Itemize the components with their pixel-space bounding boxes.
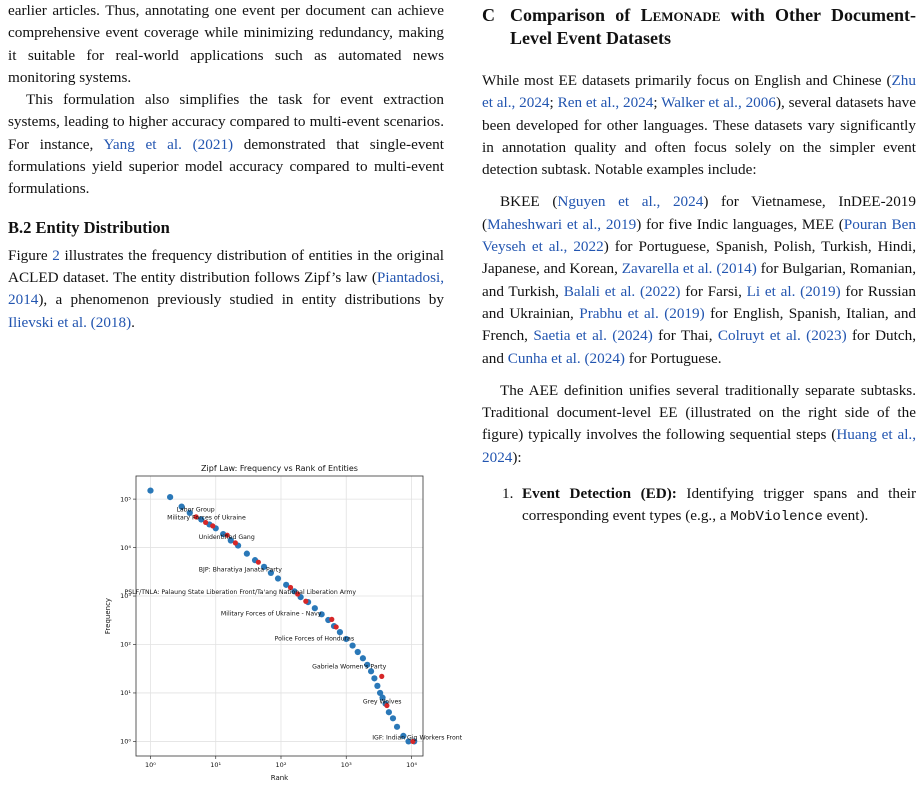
text-run: demonstrated that single-event formulations yield superior model accuracy compared to multi-event formulations. (8, 135, 444, 198)
section-heading-b2: B.2 Entity Distribution (8, 217, 170, 237)
left-paragraph-3 (8, 245, 444, 334)
left-paragraph-2 (8, 89, 444, 200)
citation-link[interactable]: Nguyen et al., 2024 (557, 193, 704, 211)
text-run: ; (653, 94, 662, 112)
text-run: illustrates the frequency distribution of entities in the original ACLED dataset. The entity distribution follows Zipf’s law ( (8, 246, 444, 286)
text-run: . (131, 313, 135, 331)
right-paragraph-3 (482, 380, 916, 469)
text-run: for Bulgarian, Romanian, and Turkish, (482, 260, 916, 300)
text-run: BKEE ( (500, 193, 558, 211)
title-run: Comparison of (510, 5, 641, 25)
citation-link[interactable]: Zavarella et al. (2014) (621, 260, 757, 278)
x-tick-label: 10⁰ (145, 761, 156, 769)
entity-annotation: Grey Wolves (362, 698, 402, 706)
left-column (8, 0, 444, 334)
text-run: ) for Portuguese, Spanish, Polish, Turkish, Hindi, Japanese, and Korean, (482, 238, 916, 278)
x-tick-label: 10¹ (210, 761, 222, 769)
section-heading-c (482, 4, 916, 50)
x-tick-label: 10² (275, 761, 287, 769)
right-paragraph-1 (482, 70, 916, 181)
term: Event Detection (ED): (522, 485, 677, 503)
entity-annotation: BJP: Bharatiya Janata Party (198, 566, 282, 574)
text-run: for English, Spanish, Italian, and French, (482, 304, 917, 345)
citation-link[interactable]: Huang et al., 2024 (482, 426, 917, 466)
zipf-chart (8, 448, 463, 786)
citation-link[interactable]: Li et al. (2019) (746, 282, 841, 300)
y-tick-label: 10² (120, 640, 131, 649)
highlight-point (303, 599, 308, 604)
data-point (355, 649, 361, 655)
citation-link[interactable]: Prabhu et al. (2019) (579, 304, 705, 322)
highlight-point (329, 617, 334, 622)
text-run: for Russian and Ukrainian, (482, 282, 916, 322)
text-run: ): (512, 448, 522, 466)
citation-link[interactable]: Ilievski et al. (2018) (8, 313, 132, 331)
text-run: for Portuguese. (625, 349, 722, 367)
x-axis-label: Rank (270, 774, 289, 782)
text-run: While most EE datasets primarily focus on English and Chinese ( (482, 72, 892, 89)
data-point (360, 655, 366, 661)
data-point (244, 551, 250, 557)
data-point (394, 724, 400, 730)
title-run: with Other Document-Level Event Datasets (510, 5, 916, 48)
citation-link[interactable]: Walker et al., 2006 (661, 94, 776, 112)
citation-link[interactable]: Yang et al. (2021) (103, 135, 234, 153)
data-point (337, 629, 343, 635)
data-point (275, 575, 281, 581)
text-run: ) for five Indic languages, MEE ( (636, 215, 844, 233)
y-tick-label: 10⁵ (120, 495, 131, 504)
text-run: for Farsi, (680, 282, 747, 300)
citation-link[interactable]: Colruyt et al. (2023) (717, 327, 847, 345)
data-point (374, 683, 380, 689)
data-point (167, 494, 173, 500)
y-tick-label: 10⁰ (120, 737, 131, 746)
text-run: Identifying trigger spans and their corresponding event types (e.g., a (522, 485, 916, 525)
citation-link[interactable]: Saetia et al. (2024) (533, 327, 653, 345)
right-paragraph-2 (482, 191, 916, 369)
text-run: This formulation also simplifies the task for event extraction systems, leading to higher accuracy compared to multi-event scenarios. For instance, (8, 91, 444, 153)
highlight-point (233, 540, 238, 545)
list-item (482, 483, 916, 529)
y-axis-label: Frequency (104, 597, 112, 635)
entity-annotation: PSLF/TNLA: Palaung State Liberation Front/Ta'ang National Liberation Army (124, 589, 357, 597)
y-tick-label: 10⁴ (120, 543, 131, 552)
y-tick-label: 10³ (120, 592, 131, 601)
x-tick-label: 10⁴ (406, 761, 417, 769)
text-run: for Dutch, and (482, 327, 916, 367)
citation-link[interactable]: Pouran Ben Veyseh et al., 2022 (482, 215, 916, 256)
right-column (482, 0, 916, 529)
section-title (510, 4, 916, 50)
entity-annotation: Gabriela Women's Party (312, 663, 387, 671)
citation-link[interactable]: Zhu et al., 2024 (482, 72, 916, 112)
highlight-point (256, 560, 261, 565)
text-run: ), a phenomenon previously studied in entity distributions by (38, 291, 444, 309)
text-run: ) for Vietnamese, InDEE-2019 ( (482, 193, 916, 233)
text-run: event). (822, 507, 869, 525)
data-point (386, 709, 392, 715)
entity-annotation: IGF: Indian Gig Workers Front (372, 734, 463, 742)
highlight-point (379, 674, 384, 679)
steps-list (482, 483, 916, 529)
dataset-name: Lemonade (640, 5, 721, 25)
y-tick-label: 10¹ (120, 689, 131, 698)
figure-ref-link[interactable]: 2 (52, 246, 60, 264)
text-run: ), several datasets have been developed for other languages. These datasets vary significantly in annotation quality and often focus solely on the simpler event detection subtask. Notable examples include: (482, 94, 916, 179)
data-point (147, 487, 153, 493)
citation-link[interactable]: Balali et al. (2022) (563, 282, 681, 300)
data-point (390, 715, 396, 721)
entity-annotation: Police Forces of Honduras (274, 635, 355, 643)
citation-link[interactable]: Maheshwari et al., 2019 (487, 215, 637, 233)
entity-annotation: Unidentified Gang (198, 534, 255, 542)
left-paragraph-1: earlier articles. Thus, annotating one event per document can achieve comprehensive event coverage while minimizing redundancy, making it suitable for real-world applications such as automated news monitoring systems. (8, 2, 444, 86)
x-tick-label: 10³ (340, 761, 352, 769)
code-term: MobViolence (730, 509, 823, 526)
highlight-point (334, 624, 339, 629)
chart-title: Zipf Law: Frequency vs Rank of Entities (201, 464, 358, 473)
text-run: Figure (8, 246, 53, 264)
entity-annotation: Military Forces of Ukraine (167, 514, 246, 522)
section-number: C (482, 5, 495, 25)
data-point (371, 675, 377, 681)
highlight-point (210, 523, 215, 528)
citation-link[interactable]: Piantadosi, 2014 (8, 268, 444, 309)
data-point (349, 642, 355, 648)
entity-annotation: Labor Group (176, 506, 215, 514)
text-run: ; (549, 94, 558, 112)
citation-link[interactable]: Cunha et al. (2024) (507, 349, 625, 367)
citation-link[interactable]: Ren et al., 2024 (557, 94, 654, 112)
text-run: The AEE definition unifies several traditionally separate subtasks. Traditional document-level EE (illustrated on the right side of the figure) typically involves the following sequential steps ( (482, 381, 916, 444)
list-number: 1. (502, 485, 514, 503)
entity-annotation: Military Forces of Ukraine - Navy (220, 610, 322, 618)
text-run: for Thai, (652, 327, 718, 345)
